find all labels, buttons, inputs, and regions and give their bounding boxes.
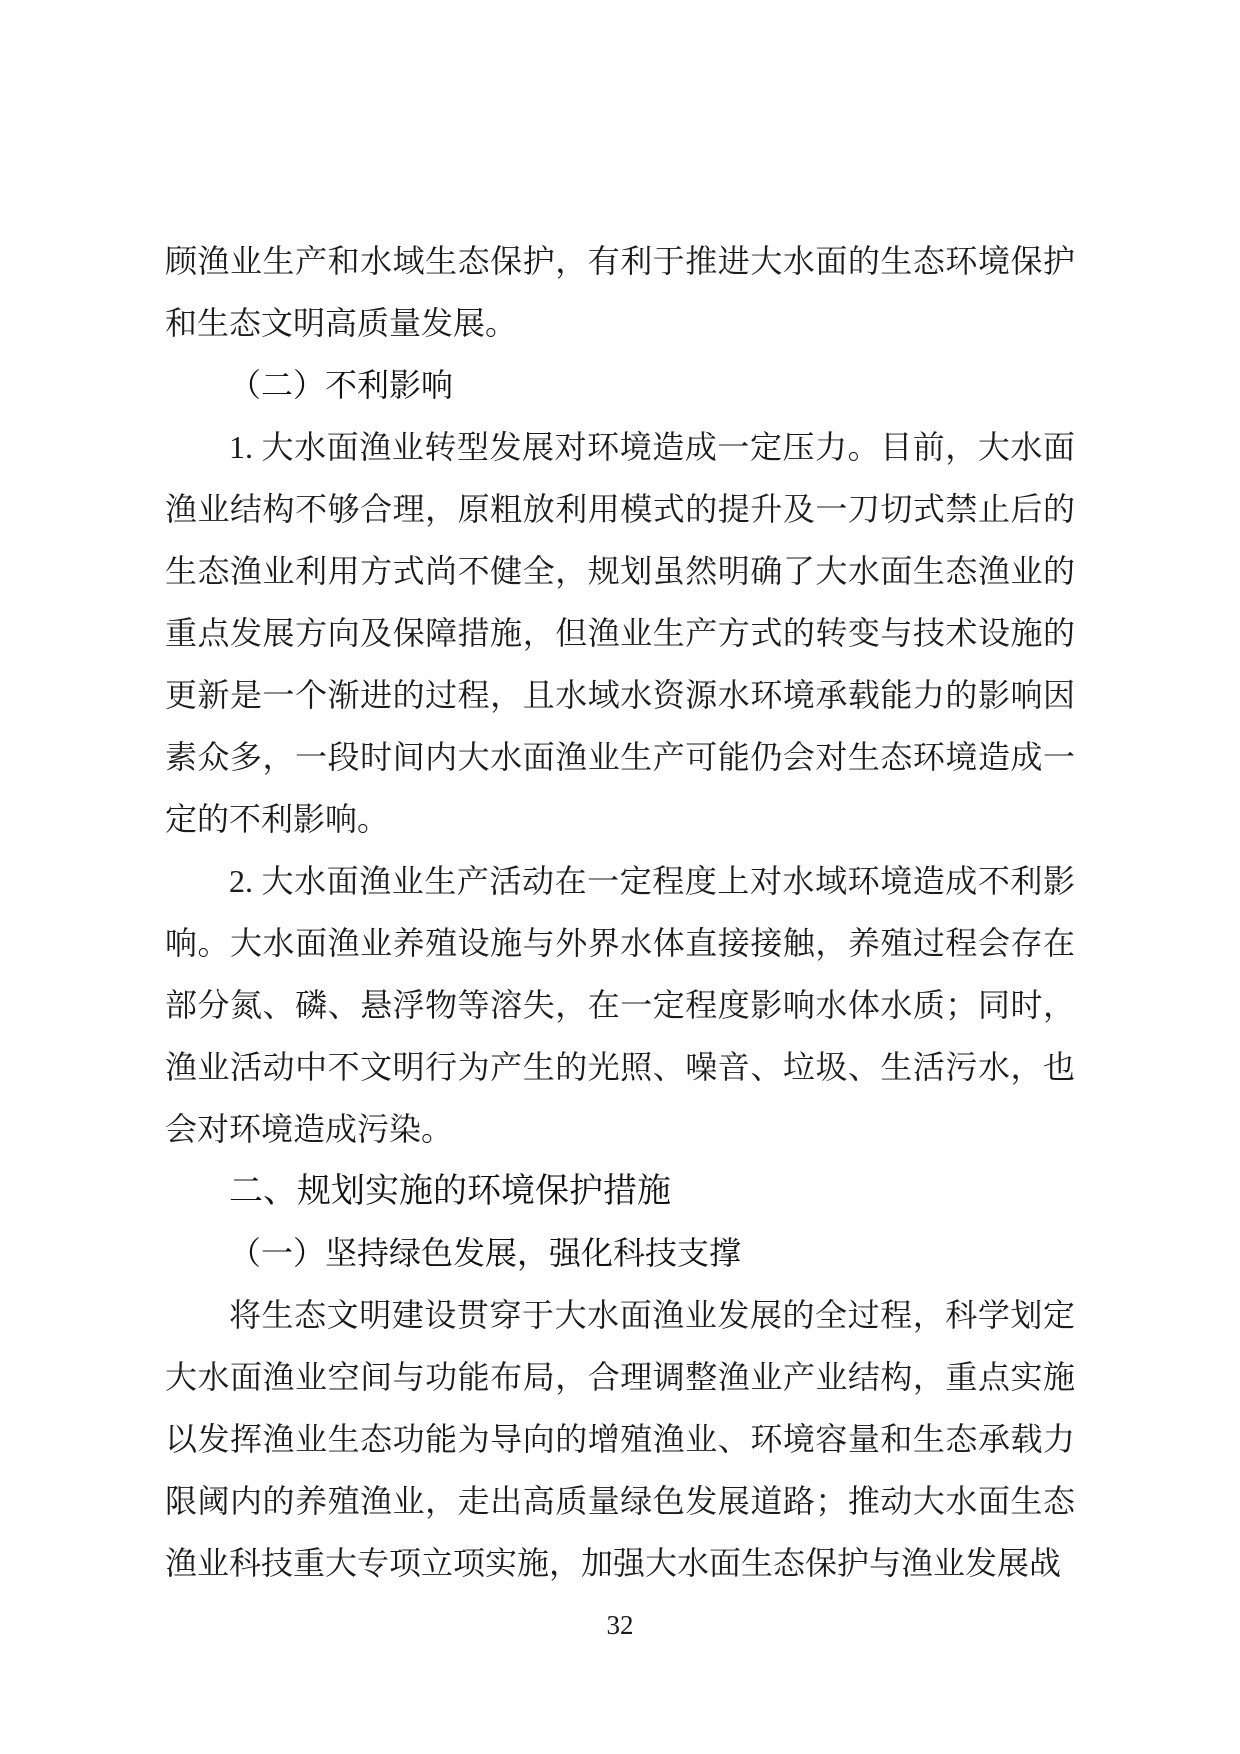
heading-adverse-effects: （二）不利影响: [229, 367, 454, 403]
paragraph-green-development-measures: 将生态文明建设贯穿于大水面渔业发展的全过程，科学划定大水面渔业空间与功能布局，合理调整渔业产业结构，重点实施以发挥渔业生态功能为导向的增殖渔业、环境容量和生态承载力限阈内的养殖渔业，走出高质量绿色发展道路；推动大水面生态渔业科技重大专项立项实施，加强大水面生态保护与渔业发展战: [165, 1297, 1075, 1581]
document-body: [165, 230, 1075, 1594]
page-number: 32: [606, 1610, 634, 1640]
paragraph-continuation: 顾渔业生产和水域生态保护，有利于推进大水面的生态环境保护和生态文明高质量发展。: [165, 243, 1075, 341]
heading-section-2-protection-measures: 二、规划实施的环境保护措施: [229, 1172, 671, 1210]
paragraph-production-activity-impact: 2. 大水面渔业生产活动在一定程度上对水域环境造成不利影响。大水面渔业养殖设施与外界水体直接接触，养殖过程会存在部分氮、磷、悬浮物等溶失，在一定程度影响水体水质；同时，渔业活动中不文明行为产生的光照、噪音、垃圾、生活污水，也会对环境造成污染。: [165, 863, 1075, 1147]
heading-green-development: （一）坚持绿色发展，强化科技支撑: [229, 1235, 742, 1271]
paragraph-pressure-on-environment: 1. 大水面渔业转型发展对环境造成一定压力。目前，大水面渔业结构不够合理，原粗放利用模式的提升及一刀切式禁止后的生态渔业利用方式尚不健全，规划虽然明确了大水面生态渔业的重点发展方向及保障措施，但渔业生产方式的转变与技术设施的更新是一个渐进的过程，且水域水资源水环境承载能力的影响因素众多，一段时间内大水面渔业生产可能仍会对生态环境造成一定的不利影响。: [165, 429, 1075, 837]
